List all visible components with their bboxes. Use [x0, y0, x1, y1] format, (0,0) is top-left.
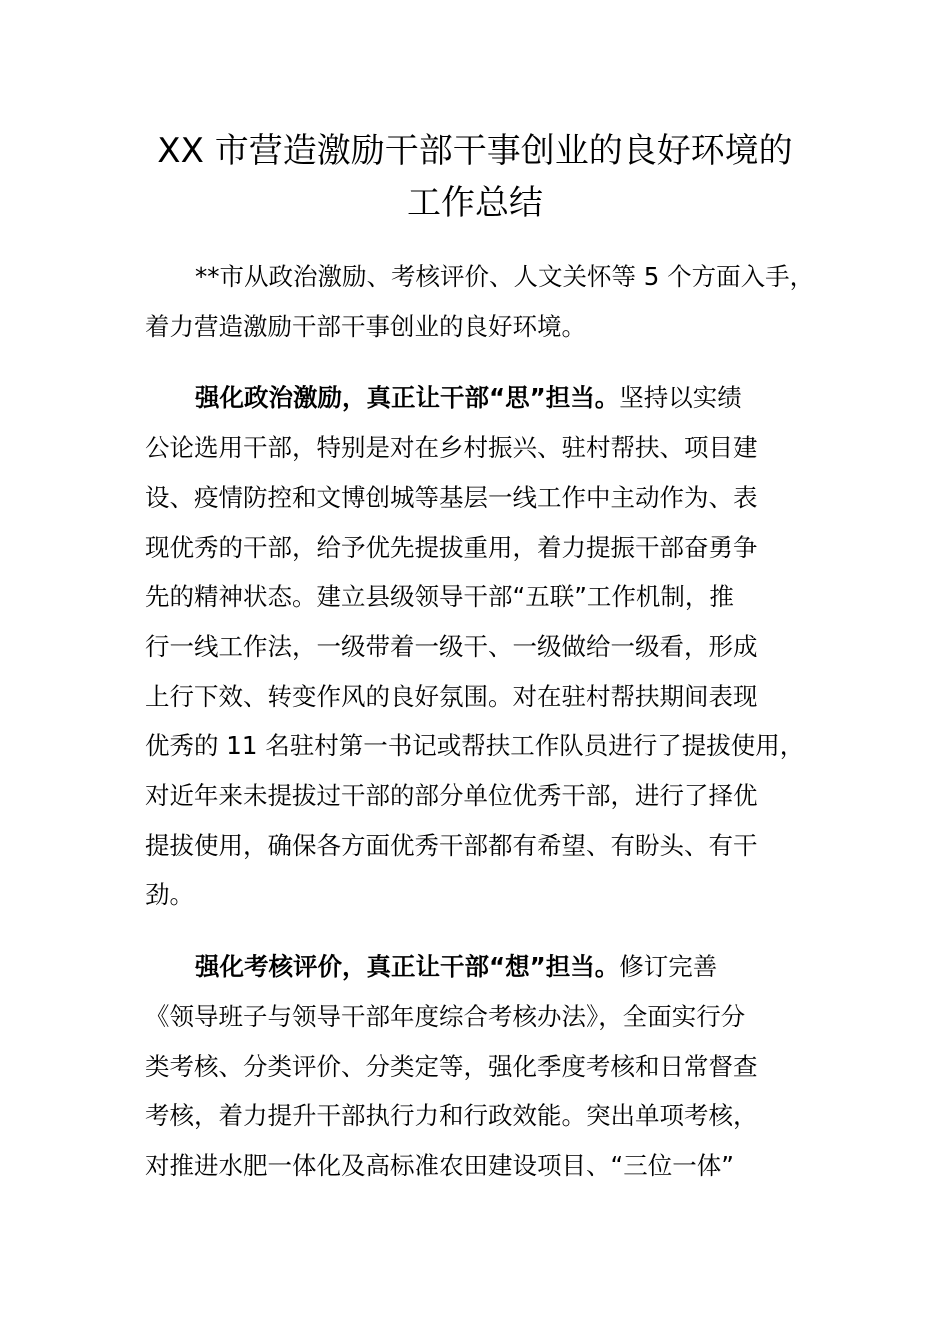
section-line: 考核，着力提升干部执行力和行政效能。突出单项考核，: [145, 1101, 758, 1131]
section-text: 修订完善: [619, 952, 718, 982]
document-title: [120, 128, 830, 226]
section-line: 对近年来未提拔过干部的部分单位优秀干部，进行了择优: [145, 781, 758, 811]
section-line: 对推进水肥一体化及高标准农田建设项目、“三位一体”: [145, 1150, 734, 1180]
section-text: 坚持以实绩: [619, 383, 742, 413]
section-line: 优秀的 11 名驻村第一书记或帮扶工作队员进行了提拔使用，: [145, 731, 805, 761]
section-line: 现优秀的干部，给予优先提拔重用，着力提振干部奋勇争: [145, 532, 758, 562]
intro-line: 着力营造激励干部干事创业的良好环境。: [145, 311, 586, 341]
section-line: 先的精神状态。建立县级领导干部“五联”工作机制，推: [145, 582, 734, 612]
section-paragraph-assessment: [145, 942, 835, 1191]
section-line: 公论选用干部，特别是对在乡村振兴、驻村帮扶、项目建: [145, 433, 758, 463]
section-first-line: [145, 373, 835, 423]
section-line: 设、疫情防控和文博创城等基层一线工作中主动作为、表: [145, 482, 758, 512]
section-line: 上行下效、转变作风的良好氛围。对在驻村帮扶期间表现: [145, 681, 758, 711]
title-line-1: XX 市营造激励干部干事创业的良好环境的: [157, 131, 793, 171]
section-line: 行一线工作法，一级带着一级干、一级做给一级看，形成: [145, 631, 758, 661]
section-paragraph-political-incentive: [145, 373, 835, 920]
section-line: 提拔使用，确保各方面优秀干部都有希望、有盼头、有干: [145, 830, 758, 860]
section-heading: 强化政治激励，真正让干部“思”担当。: [195, 383, 620, 413]
section-first-line: [145, 942, 835, 992]
section-line: 劲。: [145, 880, 194, 910]
document-body: [145, 252, 835, 1191]
intro-line: **市从政治激励、考核评价、人文关怀等 5 个方面入手，: [195, 262, 815, 291]
paragraph-gap: [145, 351, 835, 373]
section-line: 类考核、分类评价、分类定等，强化季度考核和日常督查: [145, 1051, 758, 1081]
section-line: 《领导班子与领导干部年度综合考核办法》，全面实行分: [145, 1001, 746, 1031]
intro-paragraph: [145, 252, 835, 351]
title-line-2: 工作总结: [407, 183, 543, 223]
section-heading: 强化考核评价，真正让干部“想”担当。: [195, 952, 620, 982]
paragraph-gap: [145, 920, 835, 942]
